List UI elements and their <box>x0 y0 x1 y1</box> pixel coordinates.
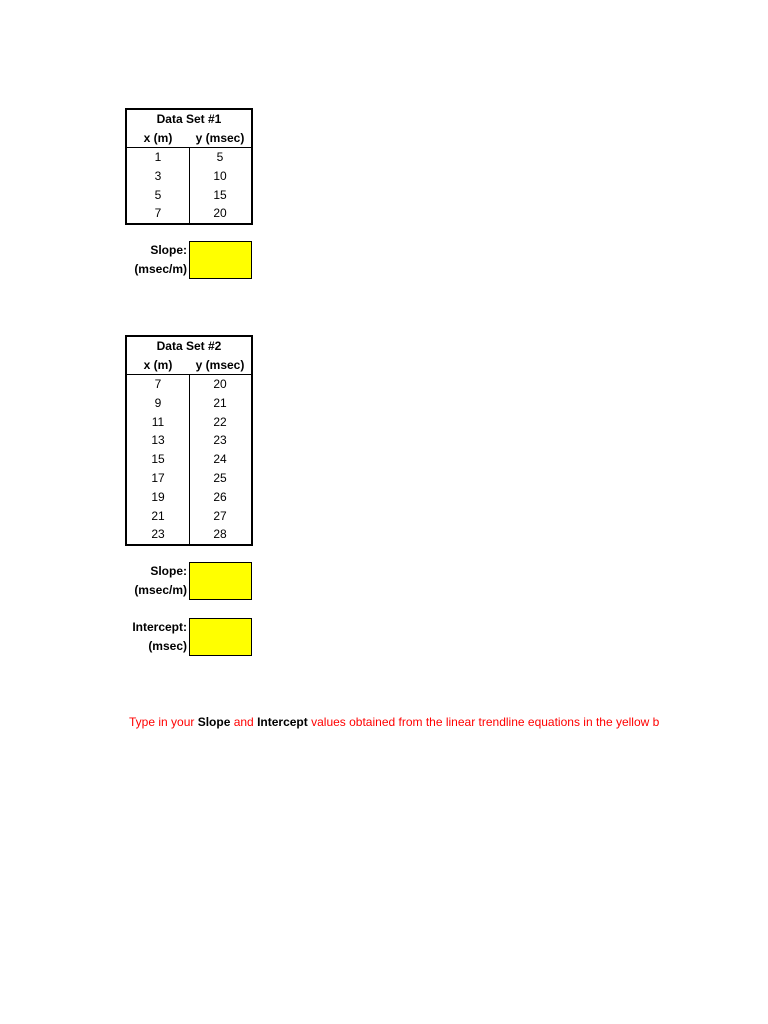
data-set-2-body <box>127 375 251 544</box>
column-header-y: y (msec) <box>195 131 245 145</box>
table-row <box>127 375 251 394</box>
cell-y[interactable]: 5 <box>216 150 224 164</box>
slope-label-line-1: Slope: <box>150 243 187 257</box>
cell-x[interactable]: 7 <box>154 206 162 221</box>
cell-y[interactable]: 20 <box>213 377 227 391</box>
instruction-part-1: Type in your <box>129 715 198 729</box>
cell-y[interactable]: 20 <box>213 206 227 221</box>
data-set-2-title: Data Set #2 <box>156 339 222 353</box>
column-header-x: x (m) <box>143 131 173 145</box>
intercept-label-line-1: Intercept: <box>132 620 187 634</box>
cell-y[interactable]: 26 <box>213 489 227 504</box>
instruction-intercept-word: Intercept <box>257 715 308 729</box>
instruction-part-2: and <box>230 715 258 729</box>
data-set-2-table <box>125 335 253 546</box>
data-set-1-table <box>125 108 253 225</box>
cell-y[interactable]: 23 <box>213 433 227 448</box>
slope-label-line-2: (msec/m) <box>134 583 187 597</box>
cell-x[interactable]: 21 <box>151 508 165 523</box>
cell-y[interactable]: 22 <box>213 414 227 429</box>
cell-x[interactable]: 11 <box>151 414 165 429</box>
column-header-x: x (m) <box>143 358 173 372</box>
data-set-1-header <box>127 129 251 148</box>
cell-y[interactable]: 21 <box>213 395 227 410</box>
table-row <box>127 450 251 469</box>
data-set-1-body <box>127 148 251 223</box>
set-1-slope-input[interactable] <box>189 241 252 279</box>
cell-y[interactable]: 28 <box>213 527 227 542</box>
data-set-1-title: Data Set #1 <box>156 112 222 126</box>
set-2-intercept-label <box>120 618 187 656</box>
slope-label-line-2: (msec/m) <box>134 262 187 276</box>
cell-x[interactable]: 15 <box>151 452 165 467</box>
cell-x[interactable]: 23 <box>151 527 165 542</box>
set-2-intercept-input[interactable] <box>189 618 252 656</box>
cell-y[interactable]: 10 <box>213 168 227 183</box>
cell-x[interactable]: 9 <box>154 395 162 410</box>
instruction-slope-word: Slope <box>197 715 231 729</box>
set-2-slope-input[interactable] <box>189 562 252 600</box>
table-row <box>127 204 251 223</box>
intercept-label-line-2: (msec) <box>148 639 187 653</box>
column-header-y: y (msec) <box>195 358 245 372</box>
table-row <box>127 148 251 167</box>
table-row <box>127 488 251 507</box>
cell-y[interactable]: 27 <box>213 508 227 523</box>
instruction-part-3: values obtained from the linear trendline equations in the yellow b <box>307 715 660 729</box>
table-row <box>127 394 251 413</box>
set-2-slope-label <box>120 562 187 600</box>
table-row <box>127 413 251 432</box>
table-row <box>127 431 251 450</box>
cell-x[interactable]: 19 <box>151 489 165 504</box>
table-row <box>127 507 251 526</box>
cell-y[interactable]: 15 <box>213 187 227 202</box>
cell-x[interactable]: 17 <box>151 470 165 485</box>
instruction-text <box>129 713 693 731</box>
cell-x[interactable]: 7 <box>154 377 162 391</box>
set-1-slope-label <box>120 241 187 279</box>
cell-x[interactable]: 1 <box>154 150 162 164</box>
cell-x[interactable]: 3 <box>154 168 162 183</box>
cell-x[interactable]: 13 <box>151 433 165 448</box>
cell-y[interactable]: 25 <box>213 470 227 485</box>
table-row <box>127 469 251 488</box>
cell-y[interactable]: 24 <box>213 452 227 467</box>
table-row <box>127 167 251 186</box>
table-row <box>127 186 251 205</box>
table-row <box>127 525 251 544</box>
cell-x[interactable]: 5 <box>154 187 162 202</box>
slope-label-line-1: Slope: <box>150 564 187 578</box>
data-set-2-header <box>127 356 251 375</box>
